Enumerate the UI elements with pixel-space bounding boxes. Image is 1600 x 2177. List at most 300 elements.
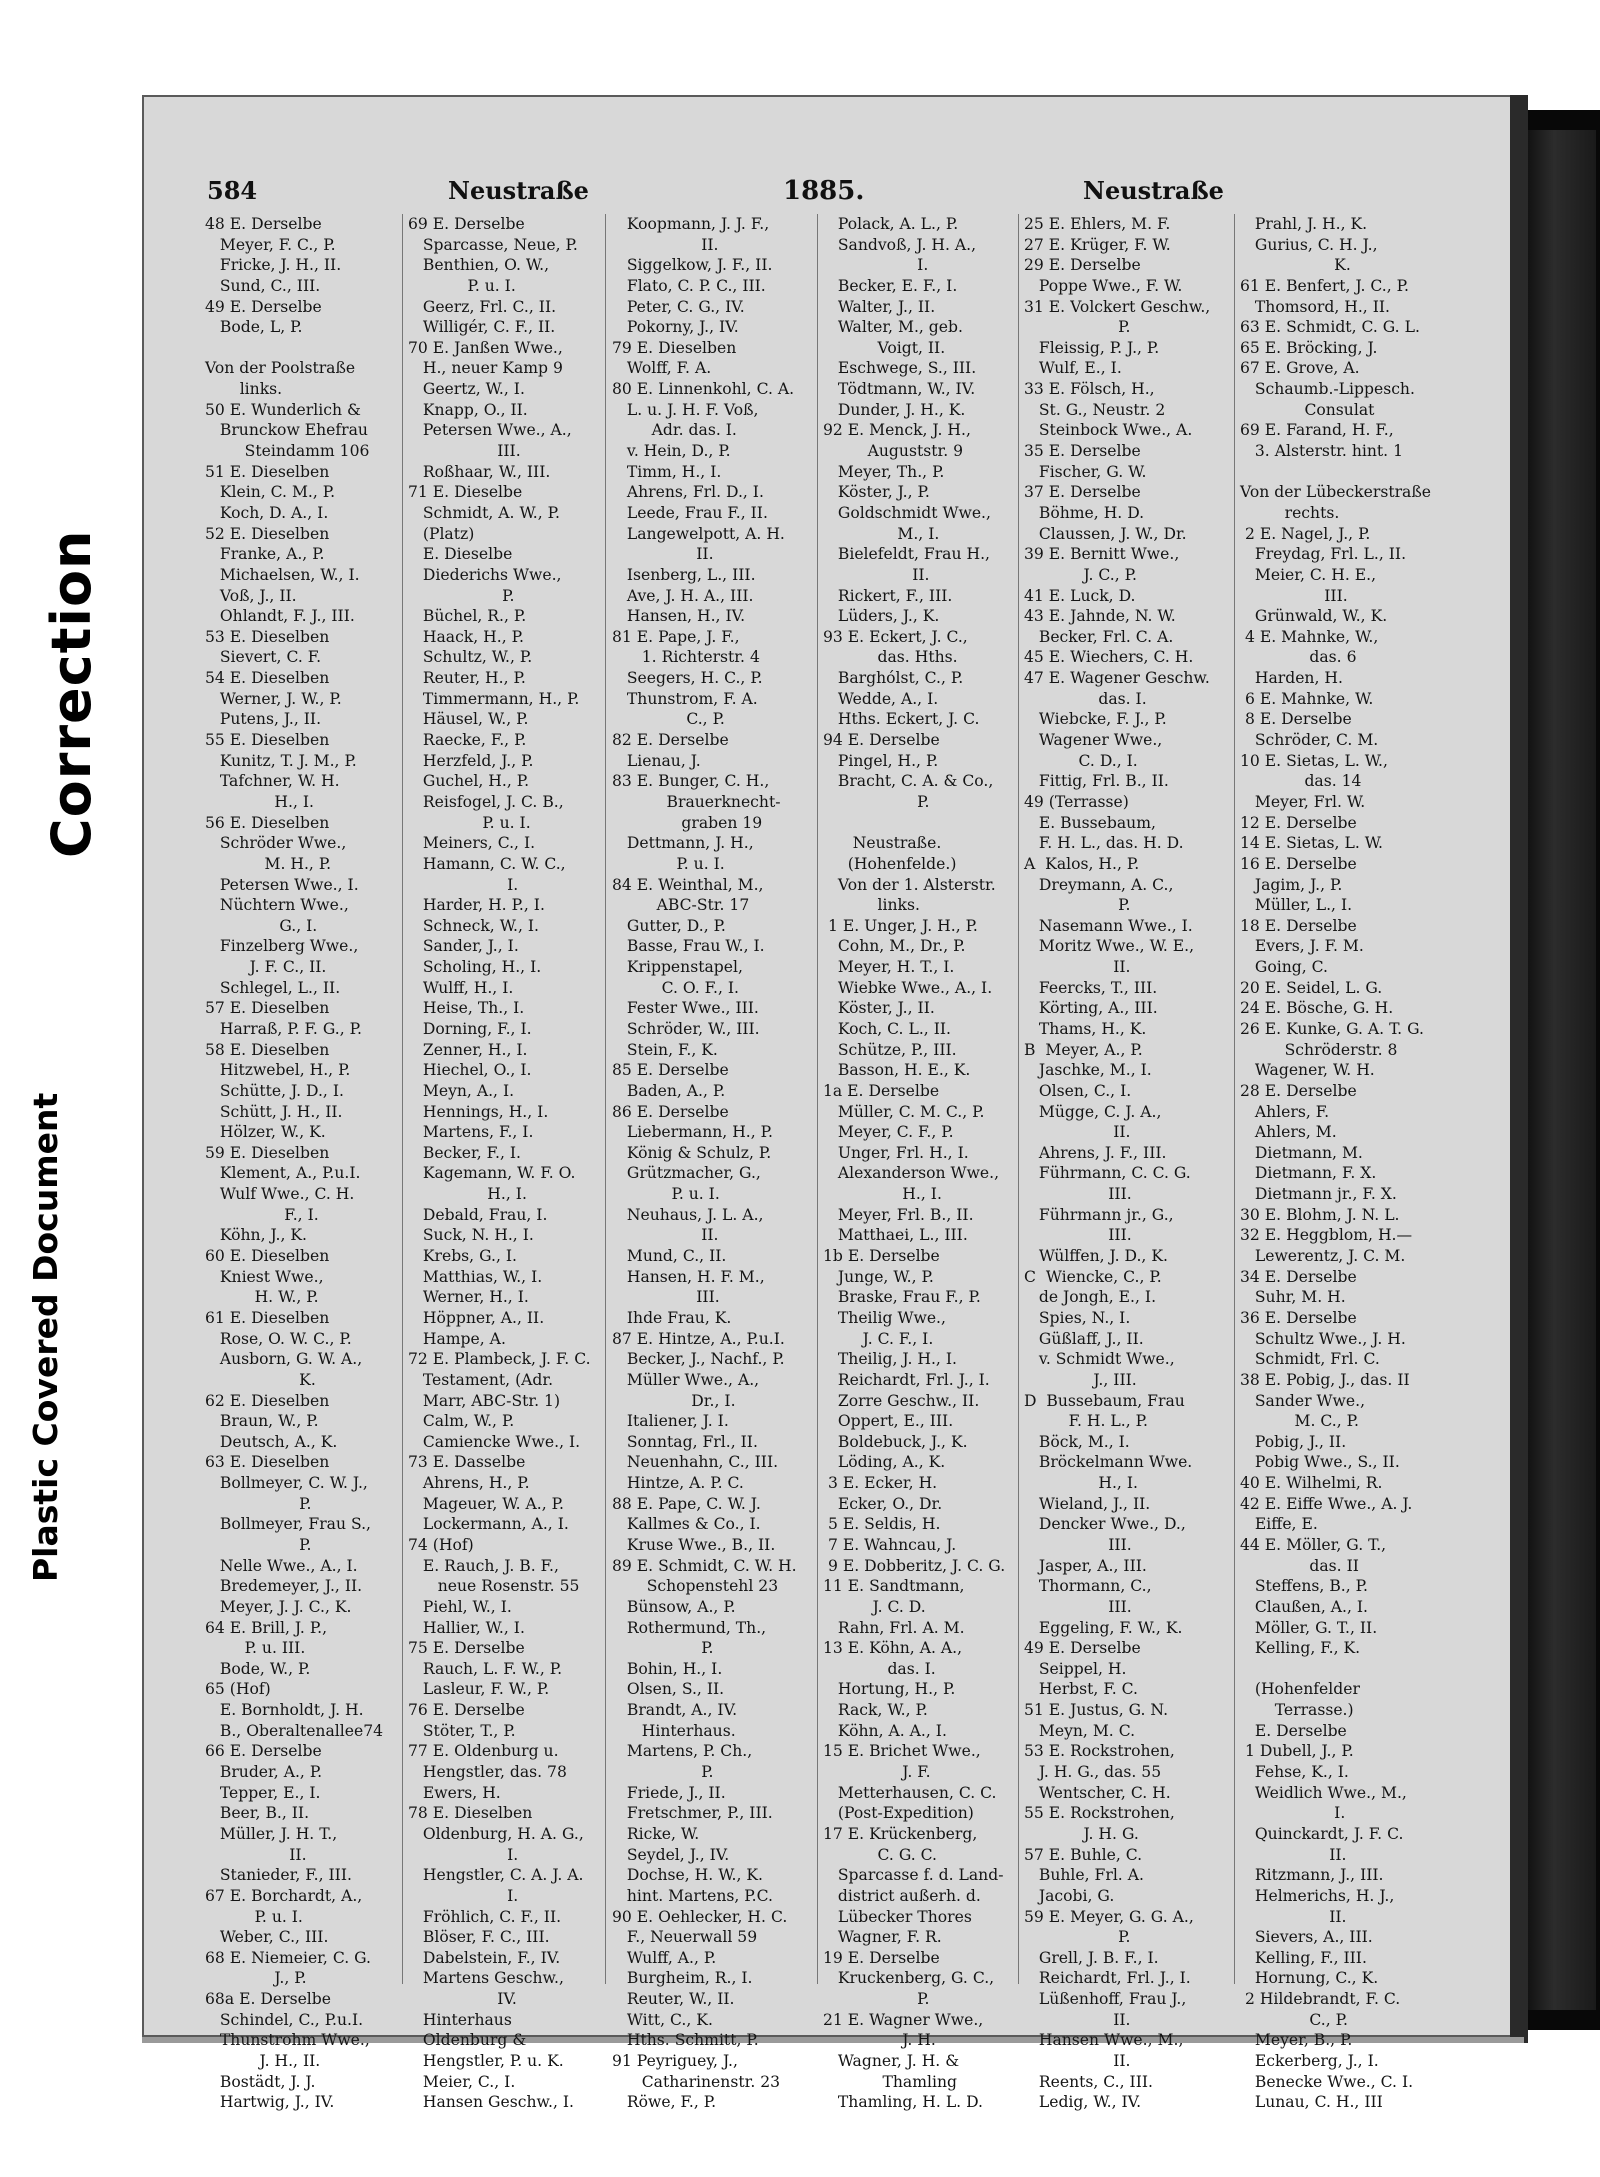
directory-entry-line: district außerh. d. xyxy=(823,1886,981,1905)
directory-entry-line: Reichardt, Frl. J., I. xyxy=(823,1370,990,1389)
directory-entry-line: Ave, J. H. A., III. xyxy=(612,586,754,605)
directory-entry-line: Thamling xyxy=(823,2072,958,2091)
directory-entry-line: Harder, H. P., I. xyxy=(408,896,545,915)
directory-entry-line: I. xyxy=(408,1845,519,1864)
directory-entry-line: Ihde Frau, K. xyxy=(612,1308,732,1327)
directory-entry-line: Helmerichs, H. J., xyxy=(1240,1886,1395,1905)
directory-entry-line: 68a E. Derselbe xyxy=(205,1990,332,2009)
plastic-covered-label: Plastic Covered Document xyxy=(26,1092,65,1582)
directory-entry-line: C. D., I. xyxy=(1024,751,1138,770)
directory-entry-line: 81 E. Pape, J. F., xyxy=(612,627,740,646)
directory-entry-line: Fleissig, P. J., P. xyxy=(1024,338,1160,357)
directory-entry-line: Becker, E. F., I. xyxy=(823,276,958,295)
directory-entry-line: 87 E. Hintze, A., P.u.I. xyxy=(612,1329,785,1348)
directory-entry-line: Meyer, Th., P. xyxy=(823,462,945,481)
directory-entry-line: P. u. I. xyxy=(205,1907,303,1926)
directory-entry-line: Moritz Wwe., W. E., xyxy=(1024,937,1195,956)
directory-entry-line: I. xyxy=(1240,1804,1346,1823)
directory-entry-line xyxy=(1240,462,1482,483)
directory-entry-line: Tafchner, W. H. xyxy=(205,772,340,791)
directory-entry-line: Seippel, H. xyxy=(1024,1659,1127,1678)
directory-entry-line: Meier, C. H. E., xyxy=(1240,565,1377,584)
directory-entry-line: Bollmeyer, C. W. J., xyxy=(205,1474,368,1493)
directory-entry-line: (Hohenfelde.) xyxy=(823,854,957,873)
directory-entry-line: 72 E. Plambeck, J. F. C. xyxy=(408,1350,591,1369)
directory-entry-line: Claußen, A., I. xyxy=(1240,1597,1368,1616)
directory-entry-line: Dr., I. xyxy=(612,1391,736,1410)
directory-entry-line: Steinbock Wwe., A. xyxy=(1024,421,1193,440)
directory-entry-line: Meiners, C., I. xyxy=(408,834,536,853)
directory-entry-line: Löding, A., K. xyxy=(823,1453,946,1472)
directory-entry-line: II. xyxy=(1240,1907,1347,1926)
directory-entry-line: Martens Geschw., xyxy=(408,1969,564,1988)
directory-entry-line: Kelling, F., K. xyxy=(1240,1639,1361,1658)
directory-entry-line: Ahrens, H., P. xyxy=(408,1474,530,1493)
directory-entry-line: 79 E. Dieselben xyxy=(612,338,737,357)
directory-entry-line: Dochse, H. W., K. xyxy=(612,1866,763,1885)
directory-entry-line: 11 E. Sandtmann, xyxy=(823,1577,965,1596)
directory-entry-line: Bielefeldt, Frau H., xyxy=(823,545,990,564)
directory-entry-line: 37 E. Derselbe xyxy=(1024,483,1141,502)
directory-entry-line: 67 E. Borchardt, A., xyxy=(205,1886,363,1905)
directory-entry-line: Güßlaff, J., II. xyxy=(1024,1329,1144,1348)
directory-entry-line: Eschwege, S., III. xyxy=(823,359,977,378)
directory-entry-line: Dietmann jr., F. X. xyxy=(1240,1185,1397,1204)
directory-entry-line: Müller, L., I. xyxy=(1240,896,1353,915)
directory-entry-line: Matthaei, L., III. xyxy=(823,1226,968,1245)
directory-entry-line: II. xyxy=(205,1845,307,1864)
directory-entry-line: 20 E. Seidel, L. G. xyxy=(1240,978,1383,997)
directory-entry-line: 59 E. Dieselben xyxy=(205,1143,330,1162)
directory-entry-line: Koopmann, J. J. F., xyxy=(612,215,770,233)
directory-entry-line: Meyer, F. C., P. xyxy=(205,235,336,254)
directory-entry-line: Oldenburg, H. A. G., xyxy=(408,1824,584,1843)
directory-entry-line: (Platz) xyxy=(408,524,475,543)
directory-entry-line: Suhr, M. H. xyxy=(1240,1288,1346,1307)
directory-entry-line: Lunau, C. H., III xyxy=(1240,2093,1383,2112)
directory-entry-line: Wagener Wwe., xyxy=(1024,731,1163,750)
directory-entry-line: Eggeling, F. W., K. xyxy=(1024,1618,1183,1637)
directory-entry-line: links. xyxy=(823,896,920,915)
directory-entry-line: Meyer, H. T., I. xyxy=(823,958,955,977)
directory-entry-line: Dabelstein, F., IV. xyxy=(408,1948,561,1967)
directory-entry-line: Rickert, F., III. xyxy=(823,586,953,605)
directory-entry-line: J. C., P. xyxy=(1024,565,1137,584)
directory-entry-line: Oldenburg & xyxy=(408,2031,527,2050)
directory-entry-line: 6 E. Mahnke, W. xyxy=(1240,689,1374,708)
directory-entry-line: Meyer, C. F., P. xyxy=(823,1123,954,1142)
directory-entry-line: Grell, J. B. F., I. xyxy=(1024,1948,1159,1967)
directory-entry-line: Braske, Frau F., P. xyxy=(823,1288,981,1307)
directory-entry-line: Hitzwebel, H., P. xyxy=(205,1061,351,1080)
directory-entry-line: Wagner, F. R. xyxy=(823,1928,942,1947)
directory-entry-line: Müller Wwe., A., xyxy=(612,1370,760,1389)
directory-entry-line: Going, C. xyxy=(1240,958,1328,977)
directory-entry-line: 57 E. Dieselben xyxy=(205,999,330,1018)
directory-entry-line: Von der 1. Alsterstr. xyxy=(823,875,996,894)
directory-entry-line: 26 E. Kunke, G. A. T. G. xyxy=(1240,1019,1424,1038)
directory-entry-line: Ahlers, M. xyxy=(1240,1123,1337,1142)
directory-entry-line: Walter, M., geb. xyxy=(823,318,963,337)
directory-column-1 xyxy=(205,214,417,2112)
directory-entry-line: C., P. xyxy=(1240,2010,1348,2029)
directory-entry-line: III. xyxy=(1024,1185,1132,1204)
directory-entry-line: Meyer, B., P. xyxy=(1240,2031,1353,2050)
directory-entry-line: Wiebcke, F. J., P. xyxy=(1024,710,1167,729)
directory-entry-line: Bracht, C. A. & Co., xyxy=(823,772,994,791)
directory-entry-line: Sonntag, Frl., II. xyxy=(612,1432,758,1451)
directory-entry-line: Tödtmann, W., IV. xyxy=(823,380,976,399)
directory-entry-line: Seegers, H. C., P. xyxy=(612,669,763,688)
directory-entry-line: Metterhausen, C. C. xyxy=(823,1783,997,1802)
directory-entry-line xyxy=(1240,1659,1482,1680)
directory-entry-line: J. C. F., I. xyxy=(823,1329,934,1348)
directory-entry-line: 49 (Terrasse) xyxy=(1024,792,1129,811)
directory-entry-line: Höppner, A., II. xyxy=(408,1308,545,1327)
directory-entry-line: Franke, A., P. xyxy=(205,545,325,564)
directory-entry-line: Heise, Th., I. xyxy=(408,999,525,1018)
directory-entry-line: 75 E. Derselbe xyxy=(408,1639,525,1658)
directory-entry-line: Müller, C. M. C., P. xyxy=(823,1102,985,1121)
directory-entry-line: Sander, J., I. xyxy=(408,937,519,956)
directory-entry-line: Dunder, J. H., K. xyxy=(823,400,966,419)
directory-entry-line: Hamann, C. W. C., xyxy=(408,854,566,873)
directory-entry-line: I. xyxy=(408,875,519,894)
directory-entry-line: Von der Poolstraße xyxy=(205,359,356,378)
directory-entry-line: Wulff, A., P. xyxy=(612,1948,717,1967)
directory-entry-line: das. 6 xyxy=(1240,648,1357,667)
directory-entry-line: Bünsow, A., P. xyxy=(612,1597,736,1616)
directory-entry-line: III. xyxy=(1024,1226,1132,1245)
directory-entry-line: 44 E. Möller, G. T., xyxy=(1240,1536,1387,1554)
directory-entry-line: 52 E. Dieselben xyxy=(205,524,330,543)
directory-entry-line: Rose, O. W. C., P. xyxy=(205,1329,352,1348)
directory-entry-line: Meyer, J. J. C., K. xyxy=(205,1597,352,1616)
directory-entry-line: P. xyxy=(1024,1928,1131,1947)
directory-entry-line: Bredemeyer, J., II. xyxy=(205,1577,363,1596)
directory-entry-line: III. xyxy=(1240,586,1348,605)
directory-entry-line: Ahlers, F. xyxy=(1240,1102,1330,1121)
directory-entry-line: Martens, F., I. xyxy=(408,1123,534,1142)
directory-entry-line: Walter, J., II. xyxy=(823,297,936,316)
directory-entry-line: 90 E. Oehlecker, H. C. xyxy=(612,1907,788,1926)
directory-entry-line: Lasleur, F. W., P. xyxy=(408,1680,550,1699)
directory-entry-line: Schlegel, L., II. xyxy=(205,978,341,997)
directory-entry-line: Meier, C., I. xyxy=(408,2072,516,2091)
directory-entry-line: J., III. xyxy=(1024,1370,1137,1389)
directory-entry-line: Wulf, E., I. xyxy=(1024,359,1122,378)
directory-entry-line: Geertz, W., I. xyxy=(408,380,525,399)
directory-entry-line: Lübecker Thores xyxy=(823,1907,972,1926)
directory-entry-line: H., I. xyxy=(408,1185,527,1204)
directory-entry-line: P. xyxy=(1024,318,1131,337)
directory-entry-line: Röwe, F., P. xyxy=(612,2093,717,2112)
directory-entry-line: H., I. xyxy=(205,792,314,811)
directory-entry-line: Becker, F., I. xyxy=(408,1143,521,1162)
directory-entry-line: Langewelpott, A. H. xyxy=(612,524,785,543)
directory-entry-line: Stein, F., K. xyxy=(612,1040,718,1059)
directory-entry-line: 35 E. Derselbe xyxy=(1024,442,1141,461)
directory-entry-line: Timmermann, H., P. xyxy=(408,689,580,708)
directory-entry-line: 32 E. Heggblom, H.— xyxy=(1240,1226,1413,1245)
directory-entry-line: Ahrens, Frl. D., I. xyxy=(612,483,764,502)
directory-entry-line: B Meyer, A., P. xyxy=(1024,1040,1143,1059)
directory-entry-line: M. C., P. xyxy=(1240,1412,1359,1431)
directory-entry-line: 73 E. Dasselbe xyxy=(408,1453,526,1472)
directory-entry-line: Hengstler, P. u. K. xyxy=(408,2052,564,2071)
directory-entry-line: 94 E. Derselbe xyxy=(823,731,940,750)
directory-entry-line: Lüßenhoff, Frau J., xyxy=(1024,1990,1187,2009)
directory-entry-line: 65 (Hof) xyxy=(205,1680,271,1699)
directory-entry-line: 3 E. Ecker, H. xyxy=(823,1474,938,1493)
directory-entry-line: Hansen, H., IV. xyxy=(612,607,746,626)
directory-entry-line: P. xyxy=(205,1536,312,1554)
directory-entry-line: hint. Martens, P.C. xyxy=(612,1886,773,1905)
directory-entry-line: 50 E. Wunderlich & xyxy=(205,400,361,419)
directory-entry-line: 4 E. Mahnke, W., xyxy=(1240,627,1379,646)
directory-entry-line: Reisfogel, J. C. B., xyxy=(408,792,564,811)
directory-entry-line: Klein, C. M., P. xyxy=(205,483,336,502)
directory-entry-line: E. Bornholdt, J. H. xyxy=(205,1701,364,1720)
directory-entry-line: Putens, J., II. xyxy=(205,710,322,729)
directory-entry-line: Lüders, J., K. xyxy=(823,607,940,626)
directory-entry-line: P. u. III. xyxy=(205,1639,306,1658)
directory-entry-line: 77 E. Oldenburg u. xyxy=(408,1742,559,1761)
directory-entry-line: M. H., P. xyxy=(205,854,332,873)
directory-entry-line: 65 E. Bröcking, J. xyxy=(1240,338,1378,357)
directory-entry-line: Krippenstapel, xyxy=(612,958,743,977)
directory-entry-line: Häusel, W., P. xyxy=(408,710,529,729)
directory-entry-line: Schröderstr. 8 xyxy=(1240,1040,1398,1059)
directory-entry-line: 5 E. Seldis, H. xyxy=(823,1515,941,1534)
directory-entry-line: G., I. xyxy=(205,916,318,935)
directory-entry-line: 1b E. Derselbe xyxy=(823,1247,940,1266)
directory-entry-line: Bröckelmann Wwe. xyxy=(1024,1453,1193,1472)
directory-entry-line: Voigt, II. xyxy=(823,338,946,357)
directory-entry-line: 57 E. Buhle, C. xyxy=(1024,1845,1143,1864)
directory-entry-line: Thunstrohm Wwe., xyxy=(205,2031,370,2050)
directory-entry-line: K. xyxy=(205,1370,316,1389)
directory-entry-line: Italiener, J. I. xyxy=(612,1412,729,1431)
directory-entry-line: C Wiencke, C., P. xyxy=(1024,1267,1162,1286)
directory-entry-line: Petersen Wwe., A., xyxy=(408,421,572,440)
directory-entry-line: 1 E. Unger, J. H., P. xyxy=(823,916,978,935)
directory-entry-line: Harraß, P. F. G., P. xyxy=(205,1019,362,1038)
directory-entry-line: Pokorny, J., IV. xyxy=(612,318,739,337)
directory-entry-line: H., neuer Kamp 9 xyxy=(408,359,563,378)
directory-entry-line: Weber, C., III. xyxy=(205,1928,329,1947)
directory-entry-line: Wiebke Wwe., A., I. xyxy=(823,978,993,997)
directory-entry-line: Quinckardt, J. F. C. xyxy=(1240,1824,1404,1843)
directory-entry-line: 83 E. Bunger, C. H., xyxy=(612,772,770,791)
directory-entry-line: Cohn, M., Dr., P. xyxy=(823,937,966,956)
directory-entry-line: Brunckow Ehefrau xyxy=(205,421,368,440)
directory-entry-line: IV. xyxy=(408,1990,517,2009)
directory-entry-line: P. xyxy=(612,1639,714,1658)
directory-entry-line: 85 E. Derselbe xyxy=(612,1061,729,1080)
directory-entry-line: Pobig Wwe., S., II. xyxy=(1240,1453,1400,1472)
directory-entry-line: C., P. xyxy=(612,710,725,729)
directory-entry-line: Kruse Wwe., B., II. xyxy=(612,1536,776,1554)
directory-entry-line: Neuenhahn, C., III. xyxy=(612,1453,779,1472)
directory-entry-line: 43 E. Jahnde, N. W. xyxy=(1024,607,1176,626)
directory-entry-line: III. xyxy=(1024,1597,1132,1616)
directory-entry-line: Thomsord, H., II. xyxy=(1240,297,1390,316)
directory-entry-line: Goldschmidt Wwe., xyxy=(823,503,991,522)
directory-entry-line: Reents, C., III. xyxy=(1024,2072,1153,2091)
directory-entry-line: Nelle Wwe., A., I. xyxy=(205,1556,358,1575)
directory-entry-line: 30 E. Blohm, J. N. L. xyxy=(1240,1205,1400,1224)
directory-entry-line: Witt, C., K. xyxy=(612,2010,713,2029)
directory-entry-line: 41 E. Luck, D. xyxy=(1024,586,1136,605)
directory-entry-line: Voß, J., II. xyxy=(205,586,297,605)
directory-entry-line: Suck, N. H., I. xyxy=(408,1226,534,1245)
directory-entry-line: Hansen, H. F. M., xyxy=(612,1267,765,1286)
directory-entry-line: Poppe Wwe., F. W. xyxy=(1024,276,1183,295)
directory-entry-line: 48 E. Derselbe xyxy=(205,215,322,233)
directory-entry-line: Schindel, C., P.u.I. xyxy=(205,2010,364,2029)
directory-entry-line: C. O. F., I. xyxy=(612,978,740,997)
directory-entry-line: P. xyxy=(823,1990,930,2009)
directory-entry-line: 74 (Hof) xyxy=(408,1536,474,1554)
directory-entry-line: Benecke Wwe., C. I. xyxy=(1240,2072,1414,2091)
directory-entry-line: Zenner, H., I. xyxy=(408,1040,528,1059)
directory-entry-line: Hornung, C., K. xyxy=(1240,1969,1379,1988)
directory-entry-line: Bostädt, J. J. xyxy=(205,2072,316,2091)
directory-column-3 xyxy=(612,214,824,2112)
directory-entry-line: F., Neuerwall 59 xyxy=(612,1928,758,1947)
directory-entry-line: E. Rauch, J. B. F., xyxy=(408,1556,559,1575)
directory-entry-line: 1 Dubell, J., P. xyxy=(1240,1742,1354,1761)
directory-entry-line: Leede, Frau F., II. xyxy=(612,503,768,522)
directory-entry-line: Matthias, W., I. xyxy=(408,1267,543,1286)
directory-entry-line: Reuter, W., II. xyxy=(612,1990,735,2009)
directory-entry-line: H., I. xyxy=(823,1185,942,1204)
directory-entry-line: P. xyxy=(823,792,930,811)
directory-entry-line: Kniest Wwe., xyxy=(205,1267,324,1286)
directory-entry-line: Köster, J., II. xyxy=(823,999,935,1018)
directory-entry-line: Sandvoß, J. H. A., xyxy=(823,235,977,254)
directory-column-5 xyxy=(1024,214,1236,2112)
directory-entry-line: Böck, M., I. xyxy=(1024,1432,1130,1451)
directory-entry-line: Hortung, H., P. xyxy=(823,1680,956,1699)
directory-entry-line: I. xyxy=(408,1886,519,1905)
directory-entry-line: Wentscher, C. H. xyxy=(1024,1783,1171,1802)
directory-entry-line: Beer, B., II. xyxy=(205,1804,310,1823)
directory-entry-line: Burgheim, R., I. xyxy=(612,1969,753,1988)
directory-entry-line: Möller, G. T., II. xyxy=(1240,1618,1378,1637)
directory-entry-line: Scholing, H., I. xyxy=(408,958,542,977)
directory-entry-line: Finzelberg Wwe., xyxy=(205,937,359,956)
directory-entry-line: J. H. G., das. 55 xyxy=(1024,1763,1162,1782)
directory-entry-line: H., I. xyxy=(1024,1474,1138,1493)
directory-entry-line: Schultz Wwe., J. H. xyxy=(1240,1329,1406,1348)
directory-entry-line: Deutsch, A., K. xyxy=(205,1432,338,1451)
directory-entry-line: Reuter, H., P. xyxy=(408,669,526,688)
directory-entry-line: Fricke, J. H., II. xyxy=(205,256,342,275)
directory-entry-line: 33 E. Fölsch, H., xyxy=(1024,380,1155,399)
directory-entry-line: 56 E. Dieselben xyxy=(205,813,330,832)
directory-entry-line: Meyn, M. C. xyxy=(1024,1721,1136,1740)
directory-entry-line: Wulf Wwe., C. H. xyxy=(205,1185,355,1204)
directory-entry-line: Basson, H. E., K. xyxy=(823,1061,971,1080)
directory-entry-line: Jacobi, G. xyxy=(1024,1886,1115,1905)
directory-entry-line: P. u. I. xyxy=(408,276,516,295)
directory-entry-line: II. xyxy=(1024,1123,1131,1142)
directory-entry-line: 63 E. Schmidt, C. G. L. xyxy=(1240,318,1420,337)
directory-entry-line: 53 E. Dieselben xyxy=(205,627,330,646)
directory-entry-line: Isenberg, L., III. xyxy=(612,565,756,584)
directory-entry-line: Reichardt, Frl. J., I. xyxy=(1024,1969,1191,1988)
directory-entry-line: E. Derselbe xyxy=(1240,1721,1347,1740)
directory-entry-line: 66 E. Derselbe xyxy=(205,1742,322,1761)
directory-entry-line: F., I. xyxy=(205,1205,319,1224)
directory-entry-line: Thamling, H. L. D. xyxy=(823,2093,983,2112)
directory-entry-line: Dietmann, M. xyxy=(1240,1143,1363,1162)
directory-entry-line: Knapp, O., II. xyxy=(408,400,528,419)
directory-entry-line: (Hohenfelder xyxy=(1240,1680,1360,1699)
directory-entry-line: Unger, Frl. H., I. xyxy=(823,1143,969,1162)
directory-entry-line: Sparcasse f. d. Land- xyxy=(823,1866,1004,1885)
directory-entry-line: 28 E. Derselbe xyxy=(1240,1081,1357,1100)
directory-entry-line: 36 E. Derselbe xyxy=(1240,1308,1357,1327)
directory-entry-line: Stöter, T., P. xyxy=(408,1721,516,1740)
page-edge xyxy=(1510,95,1528,2043)
directory-entry-line: 80 E. Linnenkohl, C. A. xyxy=(612,380,795,399)
directory-entry-line: 71 E. Dieselbe xyxy=(408,483,523,502)
directory-entry-line: Schopenstehl 23 xyxy=(612,1577,779,1596)
directory-entry-line: Müller, J. H. T., xyxy=(205,1824,338,1843)
directory-entry-line: 24 E. Bösche, G. H. xyxy=(1240,999,1394,1018)
directory-entry-line: Camiencke Wwe., I. xyxy=(408,1432,581,1451)
directory-entry-line: Liebermann, H., P. xyxy=(612,1123,773,1142)
directory-entry-line: F. H. L., P. xyxy=(1024,1412,1148,1431)
directory-entry-line: 55 E. Rockstrohen, xyxy=(1024,1804,1175,1823)
directory-entry-line: 39 E. Bernitt Wwe., xyxy=(1024,545,1180,564)
directory-entry-line: Diederichs Wwe., xyxy=(408,565,562,584)
directory-entry-line: Rauch, L. F. W., P. xyxy=(408,1659,563,1678)
directory-entry-line: 61 E. Benfert, J. C., P. xyxy=(1240,276,1409,295)
directory-entry-line: Werner, H., I. xyxy=(408,1288,529,1307)
directory-entry-line: neue Rosenstr. 55 xyxy=(408,1577,580,1596)
directory-entry-line: Claussen, J. W., Dr. xyxy=(1024,524,1187,543)
directory-entry-line: Jasper, A., III. xyxy=(1024,1556,1147,1575)
directory-entry-line: König & Schulz, P. xyxy=(612,1143,772,1162)
directory-entry-line: II. xyxy=(1024,2052,1131,2071)
directory-entry-line: St. G., Neustr. 2 xyxy=(1024,400,1166,419)
directory-entry-line: Polack, A. L., P. xyxy=(823,215,959,233)
directory-entry-line: Zorre Geschw., II. xyxy=(823,1391,980,1410)
directory-entry-line: L. u. J. H. F. Voß, xyxy=(612,400,759,419)
directory-entry-line: Fehse, K., I. xyxy=(1240,1763,1349,1782)
directory-entry-line: J. F. C., II. xyxy=(205,958,327,977)
directory-entry-line: das. I. xyxy=(1024,689,1147,708)
directory-entry-line: Ecker, O., Dr. xyxy=(823,1494,943,1513)
directory-entry-line: 16 E. Derselbe xyxy=(1240,854,1357,873)
directory-entry-line: Wedde, A., I. xyxy=(823,689,939,708)
directory-entry-line: Martens, P. Ch., xyxy=(612,1742,753,1761)
directory-entry-line: rechts. xyxy=(1240,503,1340,522)
directory-entry-line: Junge, W., P. xyxy=(823,1267,934,1286)
directory-entry-line: Gurius, C. H. J., xyxy=(1240,235,1378,254)
directory-entry-line: Alexanderson Wwe., xyxy=(823,1164,1000,1183)
directory-entry-line: 93 E. Eckert, J. C., xyxy=(823,627,968,646)
directory-entry-line: Pingel, H., P. xyxy=(823,751,939,770)
directory-entry-line: Mund, C., II. xyxy=(612,1247,727,1266)
directory-entry-line: III. xyxy=(408,442,521,461)
directory-entry-line: Neuhaus, J. L. A., xyxy=(612,1205,764,1224)
directory-entry-line: Sparcasse, Neue, P. xyxy=(408,235,578,254)
